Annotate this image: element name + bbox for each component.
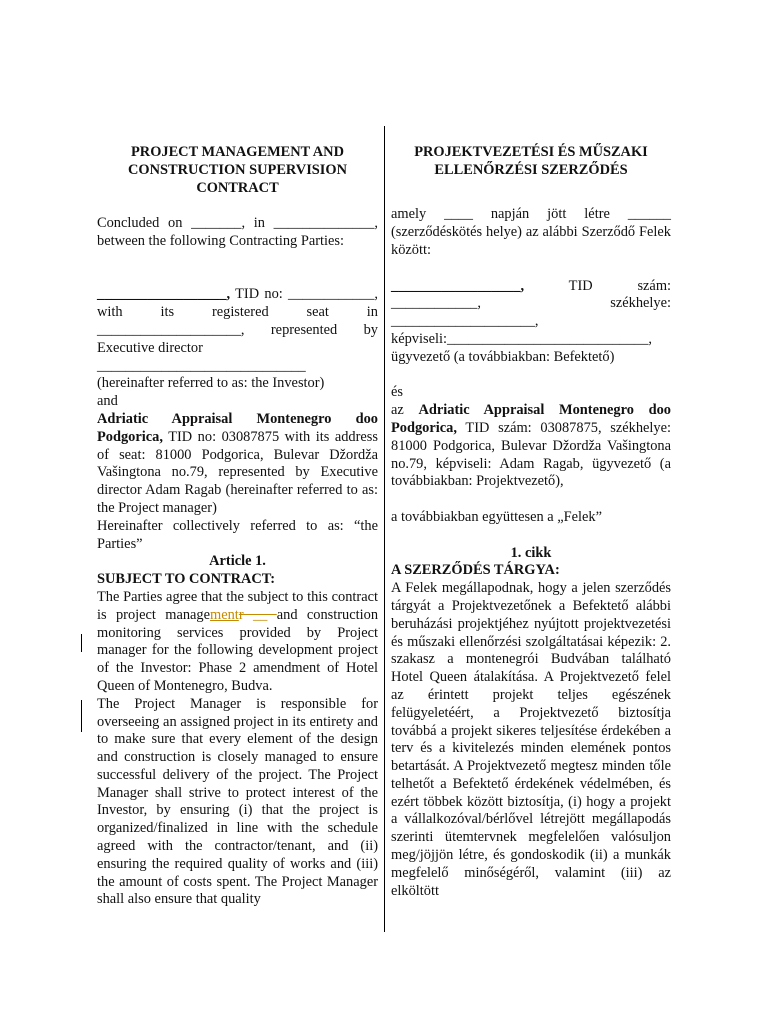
tracked-deletion: r bbox=[238, 606, 244, 623]
party1-director-blank: _____________________________ bbox=[97, 357, 306, 374]
party2-details-hu: TID szám: 03087875, székhelye: 81000 Podgorica, Bulevar Džordža Vašingtona no.79, képviseli: Adam Ragab, ügyvezető (a továbbiakban: Projektvezető), bbox=[391, 419, 671, 490]
english-paragraph-2: The Project Manager is responsible for overseeing an assigned project in its entirety and to make sure that every element of the design and construction is closely managed to ensure successful delivery of the project. The Project Manager shall strive to protect interest of the Investor, by ensuring (i) that the project is organized/finalized in line with the schedule agreed with the contractor/tenant, and (ii) ensuring the required quality of works and (iii) the amount of costs spent. The Project Manager shall also ensure that quality bbox=[97, 695, 378, 908]
hungarian-title: PROJEKTVEZETÉSI ÉS MŰSZAKI ELLENŐRZÉSI SZERZŐDÉS bbox=[414, 144, 648, 178]
collective-reference: Hereinafter collectively referred to as: “the Parties” bbox=[97, 517, 378, 552]
party1-reference-hu: ügyvezető (a továbbiakban: Befektető) bbox=[391, 348, 615, 365]
article-title-hu: A SZERZŐDÉS TÁRGYA: bbox=[391, 562, 560, 579]
party1-rep-hu: képviseli:____________________________, bbox=[391, 330, 653, 347]
party1-name-blank-hu: __________________, bbox=[391, 277, 525, 294]
hungarian-party2 bbox=[391, 402, 671, 491]
and-text: and bbox=[97, 393, 118, 410]
english-paragraph-1 bbox=[97, 589, 378, 696]
change-bar bbox=[81, 634, 82, 652]
article-heading: Article 1. bbox=[209, 553, 266, 570]
para1-text-b: and construction monitoring services provided by Project manager for the following development project of the Investor: Phase 2 amendment of Hotel Queen of Montenegro, Budva. bbox=[97, 606, 379, 694]
party1-tid: TID no: ____________, with its registered seat in ____________________, represented by Executive director bbox=[97, 286, 378, 356]
english-column bbox=[97, 144, 378, 909]
party2-prefix-hu: az bbox=[391, 402, 404, 419]
and-text-hu: és bbox=[391, 384, 403, 401]
article-title: SUBJECT TO CONTRACT: bbox=[97, 571, 276, 588]
hungarian-party1 bbox=[391, 278, 671, 331]
party2-name-hu: Adriatic Appraisal Montenegro doo Podgorica, bbox=[391, 402, 671, 436]
party1-tid-hu: TID szám: ____________, székhelye: ____________________, bbox=[391, 277, 672, 330]
party1-name-blank: __________________, bbox=[97, 286, 231, 303]
collective-reference-hu: a továbbiakban együttesen a „Felek” bbox=[391, 508, 602, 525]
party2-name: Adriatic Appraisal Montenegro doo Podgorica, bbox=[97, 410, 378, 445]
english-concluded: Concluded on _______, in ______________, between the following Contracting Parties: bbox=[97, 215, 378, 249]
article-heading-hu: 1. cikk bbox=[510, 544, 552, 561]
english-title: PROJECT MANAGEMENT AND CONSTRUCTION SUPERVISION CONTRACT bbox=[128, 144, 347, 196]
column-divider bbox=[384, 126, 385, 932]
english-party2 bbox=[97, 411, 378, 518]
change-bar bbox=[81, 700, 82, 732]
tracked-insertion: ment bbox=[210, 606, 239, 623]
tracked-deletion-space: __ bbox=[243, 606, 277, 623]
para1-text-a: The Parties agree that the subject to this contract is project manage bbox=[97, 588, 378, 623]
hungarian-paragraph-1: A Felek megállapodnak, hogy a jelen szerződés tárgyát a Projektvezetőnek a Befektető alábbi beruházási projektjéhez nyújtott projektvezetési és műszaki ellenőrzési szolgáltatásai képezik: 2. szakasz a montenegrói Budvában található Hotel Queen átalakítása. A Projektvezető felel az érintett projekt teljes egészének felügyeletéért, a Projektvezető biztosítja továbbá a projekt sikeres teljesítése érdekében a terv és a kivitelezés minden elemének pontos betartását. A Projektvezető megtesz minden tőle telhetőt a Befektető érdekének védelmében, és ezért többek között biztosítja, (i) hogy a projekt a vállalkozóval/bérlővel létrejött megállapodás szerinti ütemtervnek megfelelően valósuljon meg/jöjjön létre, és gondoskodik (ii) a munkák megfelelő minőségéről, valamint (iii) az elköltött bbox=[391, 580, 671, 899]
party2-details: TID no: 03087875 with its address of seat: 81000 Podgorica, Bulevar Džordža Vašingtona no.79, represented by Executive director Adam Ragab (hereinafter referred to as: the Project manager) bbox=[97, 428, 378, 516]
hungarian-column bbox=[391, 144, 671, 900]
hungarian-concluded: amely ____ napján jött létre ______ (szerződéskötés helye) az alábbi Szerződő Felek között: bbox=[391, 206, 671, 258]
party1-reference: (hereinafter referred to as: the Investor) bbox=[97, 375, 325, 392]
english-party1 bbox=[97, 286, 378, 357]
